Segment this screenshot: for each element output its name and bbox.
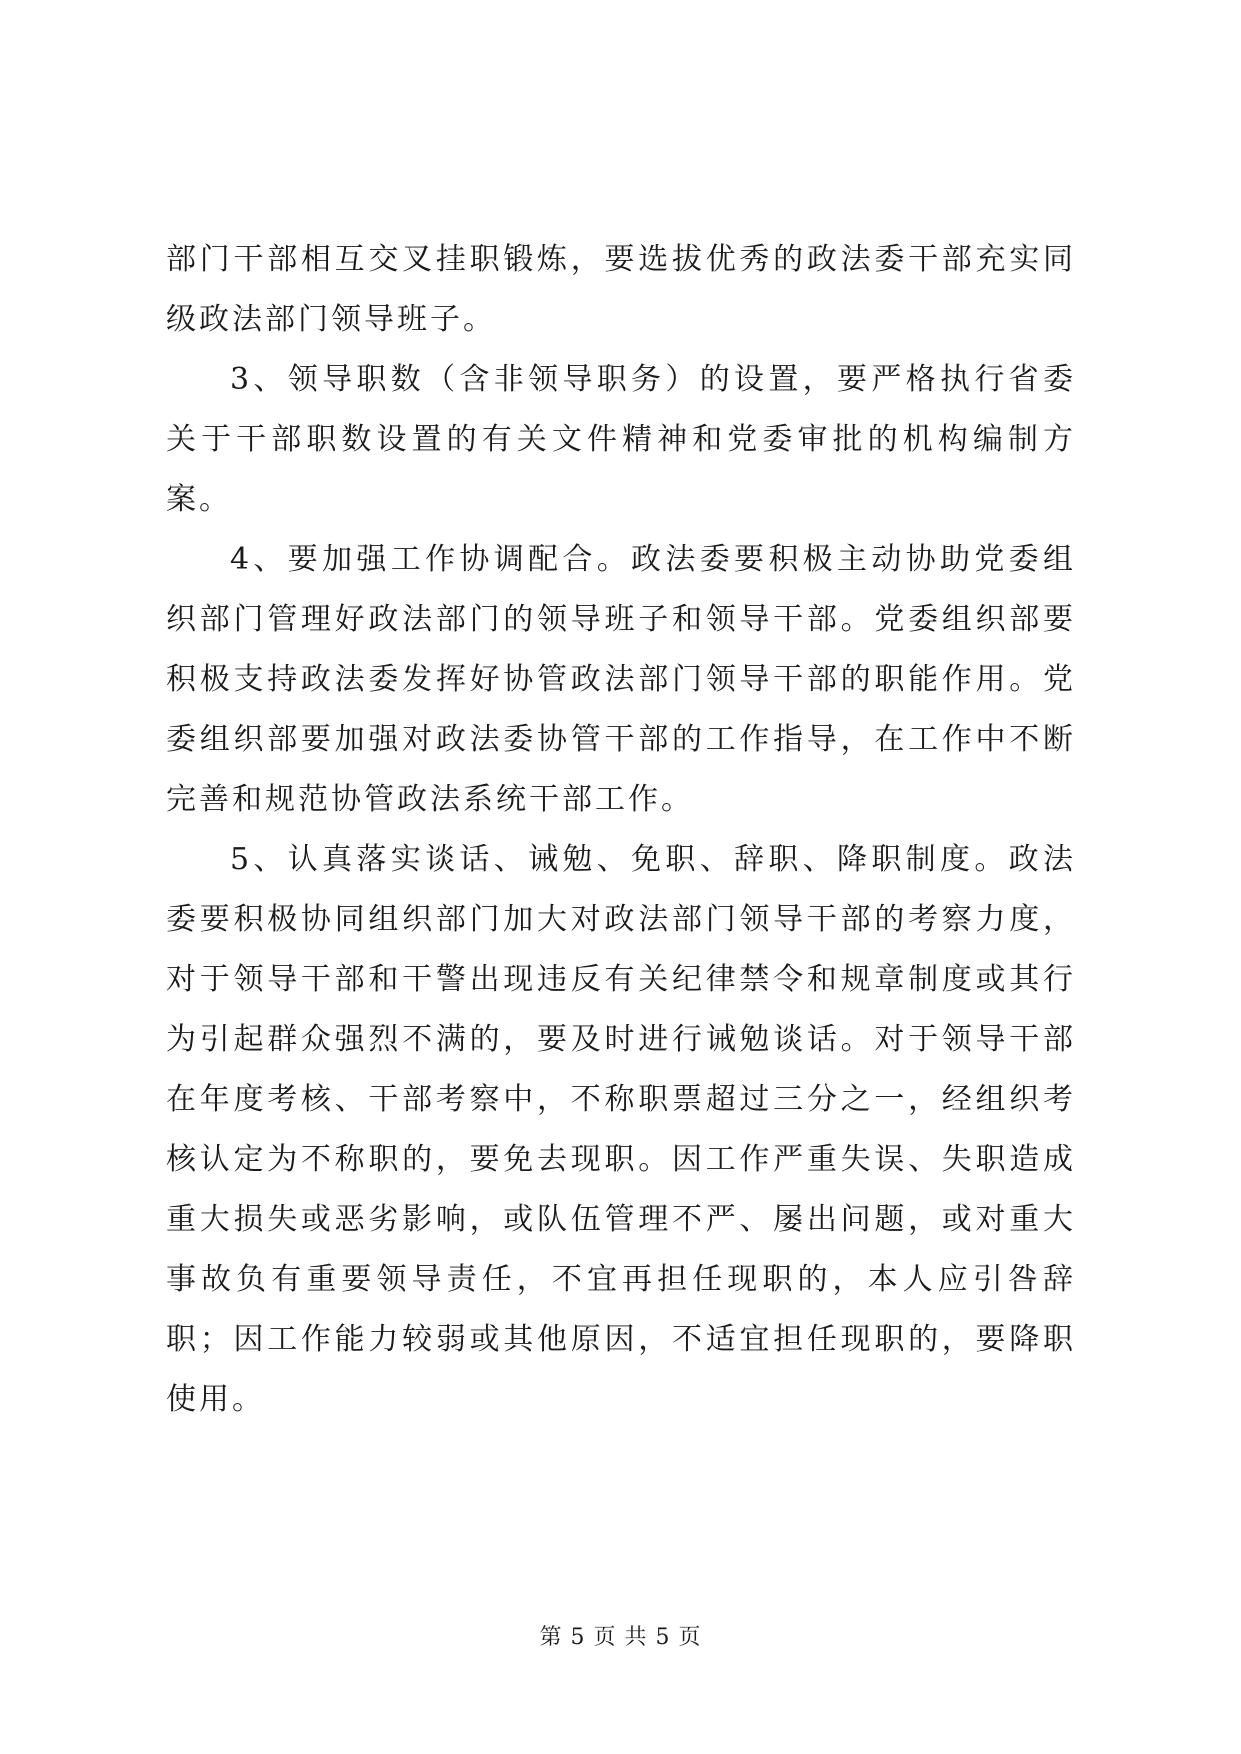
paragraph-continuation: 部门干部相互交叉挂职锻炼，要选拔优秀的政法委干部充实同级政法部门领导班子。 [166,242,1076,337]
paragraph-item-4: 4、要加强工作协调配合。政法委要积极主动协助党委组织部门管理好政法部门的领导班子和领导干部。党委组织部要积极支持政法委发挥好协管政法部门领导干部的职能作用。党委组织部要加强对政法委协管干部的工作指导，在工作中不断完善和规范协管政法系统干部工作。 [166,542,1076,817]
paragraph-item-5: 5、认真落实谈话、诫勉、免职、辞职、降职制度。政法委要积极协同组织部门加大对政法部门领导干部的考察力度，对于领导干部和干警出现违反有关纪律禁令和规章制度或其行为引起群众强烈不满的，要及时进行诫勉谈话。对于领导干部在年度考核、干部考察中，不称职票超过三分之一，经组织考核认定为不称职的，要免去现职。因工作严重失误、失职造成重大损失或恶劣影响，或队伍管理不严、屡出问题，或对重大事故负有重要领导责任，不宜再担任现职的，本人应引咎辞职；因工作能力较弱或其他原因，不适宜担任现职的，要降职使用。 [166,842,1076,1417]
document-body [166,230,1076,1430]
page-number-footer: 第 5 页 共 5 页 [539,1625,702,1650]
paragraph-item-3: 3、领导职数（含非领导职务）的设置，要严格执行省委关于干部职数设置的有关文件精神和党委审批的机构编制方案。 [166,362,1076,517]
